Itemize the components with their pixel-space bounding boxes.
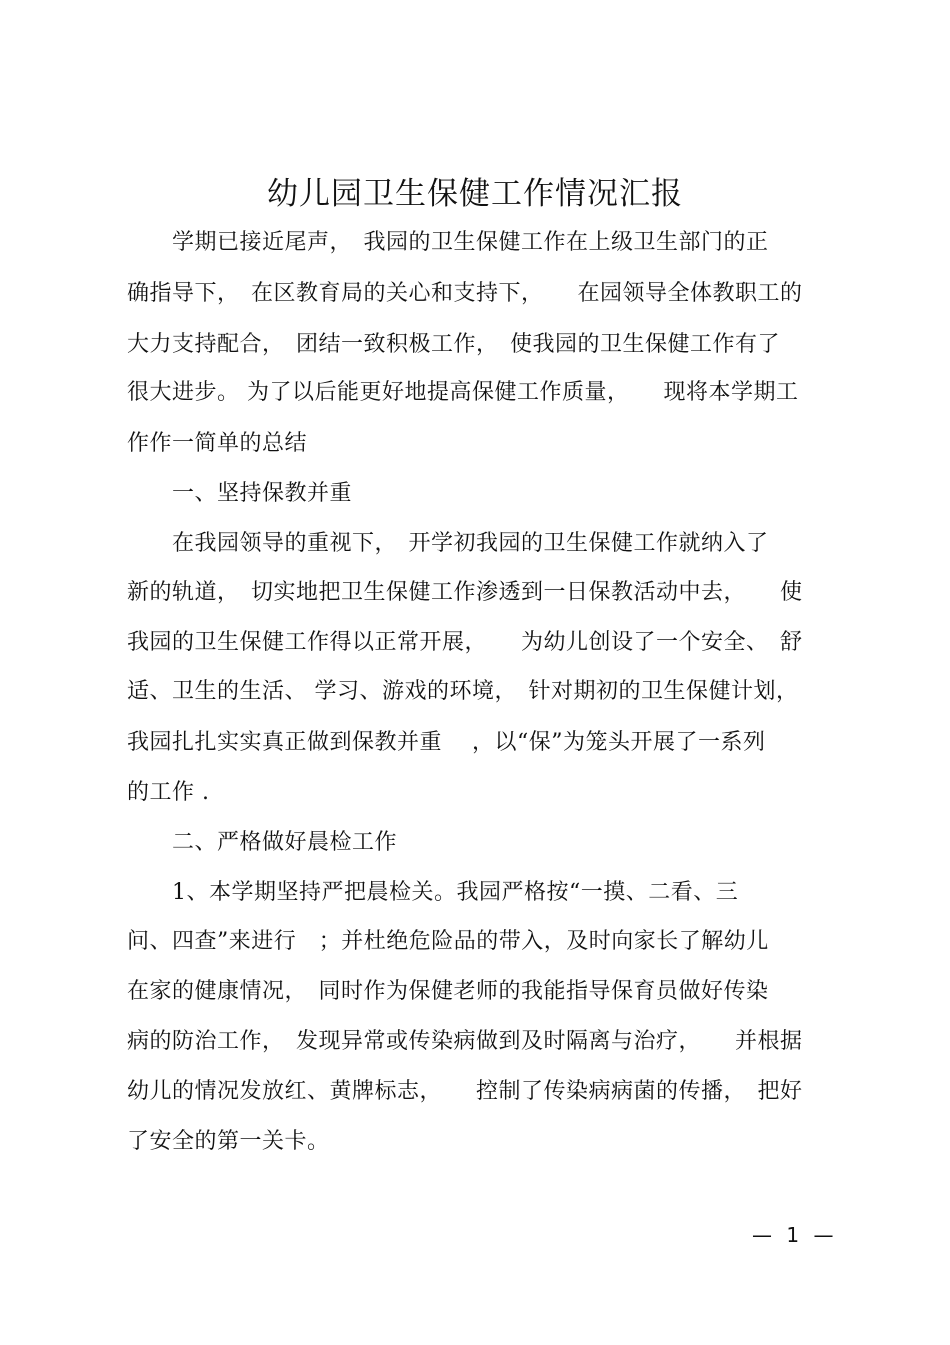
page-number: — 1 — [752, 1223, 838, 1247]
body-line: 学期已接近尾声， 我园的卫生保健工作在上级卫生部门的正 [127, 230, 769, 255]
document-title: 幼儿园卫生保健工作情况汇报 [267, 176, 683, 212]
body-line: 适、卫生的生活、 学习、游戏的环境， 针对期初的卫生保健计划， [127, 679, 799, 704]
body-line: 我园的卫生保健工作得以正常开展， 为幼儿创设了一个安全、 舒 [127, 630, 803, 655]
body-line: 确指导下， 在区教育局的关心和支持下， 在园领导全体教职工的 [127, 281, 803, 306]
body-line: 新的轨道， 切实地把卫生保健工作渗透到一日保教活动中去， 使 [127, 580, 803, 605]
body-line: 在我园领导的重视下， 开学初我园的卫生保健工作就纳入了 [127, 531, 769, 556]
section-heading: 一、坚持保教并重 [127, 481, 353, 506]
body-line: 1、本学期坚持严把晨检关。我园严格按“一摸、二看、三 [127, 880, 739, 905]
body-line: 病的防治工作， 发现异常或传染病做到及时隔离与治疗， 并根据 [127, 1029, 803, 1054]
body-line: 我园扎扎实实真正做到保教并重 ，以“保”为笼头开展了一系列 [127, 730, 766, 755]
body-line: 作作一简单的总结 [127, 431, 308, 456]
body-line: 在家的健康情况， 同时作为保健老师的我能指导保育员做好传染 [127, 979, 769, 1004]
body-line: 很大进步。 为了以后能更好地提高保健工作质量， 现将本学期工 [127, 380, 799, 405]
body-line: 大力支持配合， 团结一致积极工作， 使我园的卫生保健工作有了 [127, 332, 781, 357]
body-line: 幼儿的情况发放红、黄牌标志， 控制了传染病病菌的传播， 把好 [127, 1079, 803, 1104]
body-line: 问、四查”来进行 ；并杜绝危险品的带入，及时向家长了解幼儿 [127, 929, 769, 954]
body-line: 了安全的第一关卡。 [127, 1129, 330, 1154]
section-heading: 二、严格做好晨检工作 [127, 830, 398, 855]
body-line: 的工作 . [127, 780, 210, 805]
